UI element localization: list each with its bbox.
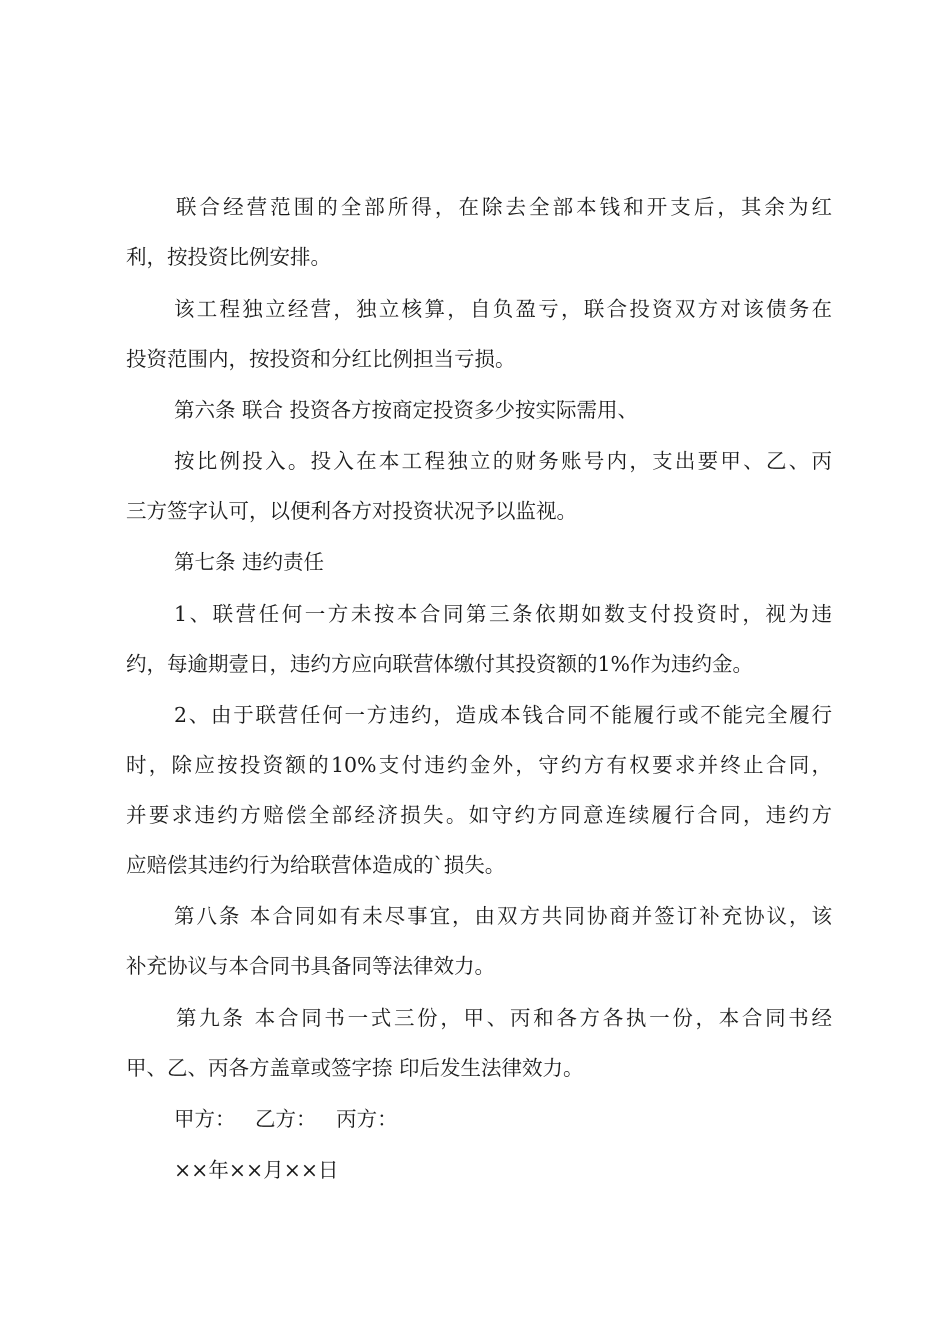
signature-line: 甲方： 乙方： 丙方： <box>174 1107 398 1131</box>
text-line: 时，除应按投资额的10%支付违约金外，守约方有权要求并终止合同， <box>126 753 832 777</box>
text-line: 并要求违约方赔偿全部经济损失。如守约方同意连续履行合同，违约方 <box>126 803 832 827</box>
text-line: 三方签字认可，以便利各方对投资状况予以监视。 <box>126 499 577 523</box>
text-line: 第九条 本合同书一式三份，甲、丙和各方各执一份，本合同书经 <box>176 1006 832 1030</box>
text-line: 1、联营任何一方未按本合同第三条依期如数支付投资时，视为违 <box>174 602 832 626</box>
text-line: 利，按投资比例安排。 <box>126 245 331 269</box>
text-line: 应赔偿其违约行为给联营体造成的`损失。 <box>126 853 506 877</box>
text-line: 第八条 本合同如有未尽事宜，由双方共同协商并签订补充协议，该 <box>174 904 832 928</box>
text-line: 投资范围内，按投资和分红比例担当亏损。 <box>126 347 516 371</box>
text-line: 补充协议与本合同书具备同等法律效力。 <box>126 954 495 978</box>
text-line: 第六条 联合 投资各方按商定投资多少按实际需用、 <box>174 398 639 422</box>
text-line: 按比例投入。投入在本工程独立的财务账号内，支出要甲、乙、丙 <box>174 449 832 473</box>
text-line: 该工程独立经营，独立核算，自负盈亏，联合投资双方对该债务在 <box>174 297 832 321</box>
date-line: ××年××月××日 <box>174 1158 339 1182</box>
text-line: 甲、乙、丙各方盖章或签字捺 印后发生法律效力。 <box>126 1056 584 1080</box>
text-line: 2、由于联营任何一方违约，造成本钱合同不能履行或不能完全履行 <box>174 703 832 727</box>
text-line: 约，每逾期壹日，违约方应向联营体缴付其投资额的1%作为违约金。 <box>126 652 754 676</box>
text-line: 第七条 违约责任 <box>174 550 325 574</box>
text-line: 联合经营范围的全部所得，在除去全部本钱和开支后，其余为红 <box>176 195 832 219</box>
